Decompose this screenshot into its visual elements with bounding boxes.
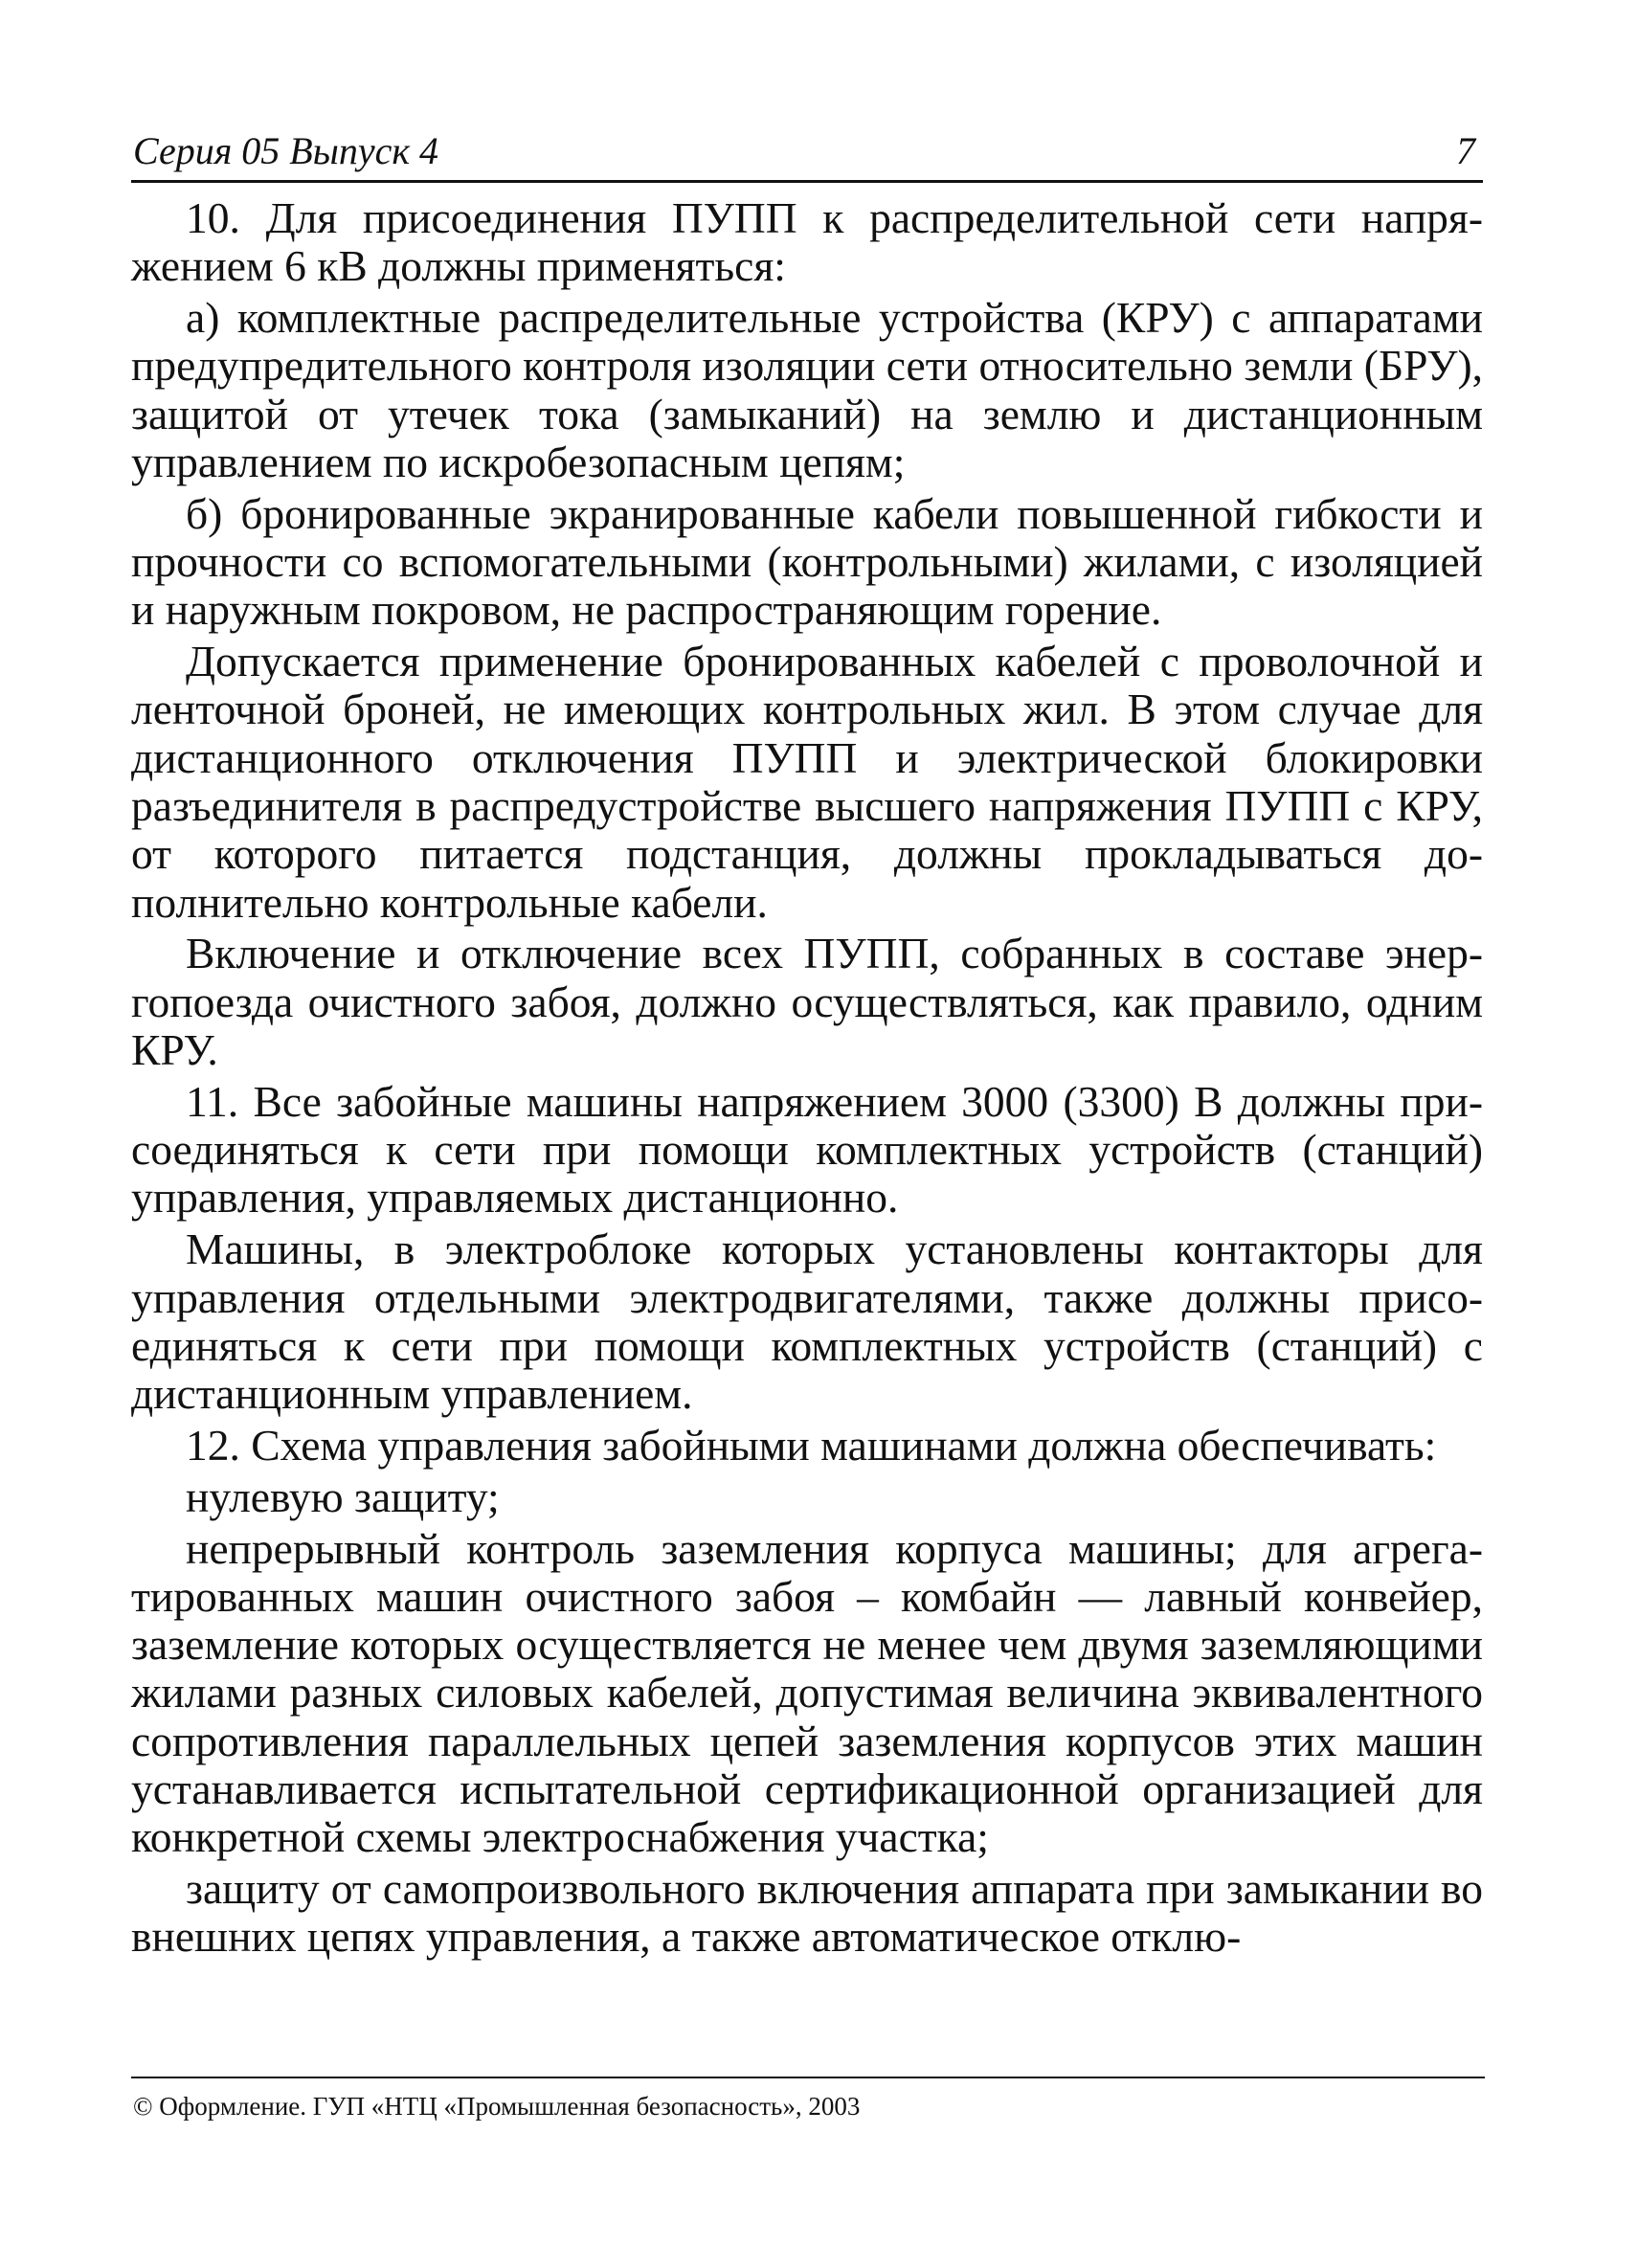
paragraph: 12. Схема управления забойными машинами должна обеспечивать: — [186, 1420, 1437, 1470]
paragraph: непрерывный контроль заземления корпуса машины; для агрегатированных машин очистного забоя – комбайн — лавный конвейер, заземление которых осуществляется не менее чем двумя заземляющими жилами разных силовых кабелей, допустимая величина эквивалентного сопротивления параллельных цепей заземления корпусов этих машин устанавливается испытательной сертификационной организацией для конкретной схемы электроснабжения участка; — [131, 1523, 1483, 1862]
page-number: 7 — [1456, 129, 1475, 172]
paragraph: нулевую защиту; — [186, 1471, 500, 1521]
paragraph: Включение и отключение всех ПУПП, собранных в составе энергопоезда очистного забоя, должно осуществляться, как правило, одним КРУ. — [131, 929, 1483, 1075]
running-header — [131, 124, 1483, 183]
document-body — [131, 194, 1483, 1962]
paragraph: 11. Все забойные машины напряжением 3000 (3300) В должны присоединяться к сети при помощи комплектных устройств (станций) управления, управляемых дистанционно. — [131, 1076, 1483, 1223]
paragraph: б) бронированные экранированные кабели повышенной гибкости и прочности со вспомогательными (контрольными) жилами, с изоляцией и наружным покровом, не распространяющим горение. — [131, 488, 1483, 635]
paragraph: а) комплектные распределительные устройства (КРУ) с аппаратами предупредительного контроля изоляции сети относительно земли (БРУ), защитой от утечек тока (замыканий) на землю и дистанционным управлением по искробезопасным цепям; — [131, 293, 1483, 486]
document-page — [131, 124, 1483, 2144]
paragraph: 10. Для присоединения ПУПП к распределительной сети напряжением 6 кВ должны применяться: — [131, 193, 1483, 291]
paragraph: Допускается применение бронированных кабелей с проволочной и ленточной броней, не имеющих контрольных жил. В этом случае для дистанционного отключения ПУПП и электрической блокировки разъединителя в распредустройстве высшего напряжения ПУПП с КРУ, от которого питается подстанция, должны прокладываться дополнительно контрольные кабели. — [131, 637, 1483, 927]
copyright-footer: © Оформление. ГУП «НТЦ «Промышленная безопасность», 2003 — [131, 2077, 1485, 2122]
paragraph: защиту от самопроизвольного включения аппарата при замыкании во внешних цепях управления, а также автоматическое отклю- — [131, 1864, 1483, 1962]
series-title: Серия 05 Выпуск 4 — [133, 129, 439, 172]
paragraph: Машины, в электроблоке которых установлены контакторы для управления отдельными электродвигателями, также должны присоединяться к сети при помощи комплектных устройств (станций) с дистанционным управлением. — [131, 1224, 1483, 1419]
